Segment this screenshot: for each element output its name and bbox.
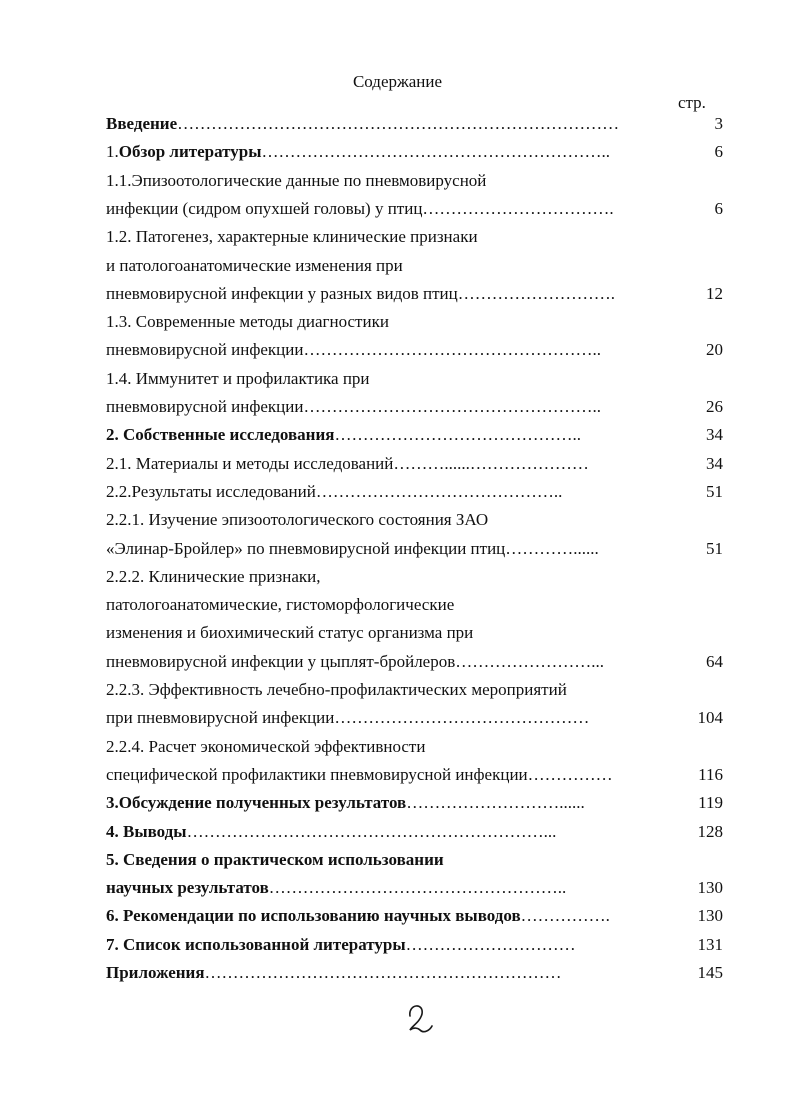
toc-entry-title — [106, 737, 425, 757]
toc-entry-title — [106, 454, 393, 474]
toc-entry-title-part: 2.2.4. Расчет экономической эффективности — [106, 736, 426, 756]
toc-entry-leader-dots: ………......………………… — [393, 453, 589, 473]
toc-entry — [106, 397, 723, 421]
toc-entry-title — [106, 510, 488, 530]
toc-entry-page-number: 116 — [698, 764, 723, 784]
toc-entry-title-part: 2.2.Результаты исследований — [106, 481, 316, 501]
toc-entry — [106, 312, 723, 336]
toc-entry-title-part: научных результатов — [106, 878, 269, 898]
toc-entry — [106, 340, 723, 364]
toc-entry-title-part: патологоанатомические, гистоморфологические — [106, 595, 455, 615]
toc-entry-title-part: инфекции (сидром опухшей головы) у птиц — [106, 198, 423, 218]
toc-entry — [106, 199, 723, 223]
toc-entry-title-part: 1.3. Современные методы диагностики — [106, 312, 389, 332]
toc-entry — [106, 142, 723, 166]
toc-entry — [106, 425, 723, 449]
toc-entry-title — [106, 765, 528, 785]
toc-entry — [106, 708, 723, 732]
toc-entry-title-part: 3. — [106, 793, 119, 813]
toc-entry-page-number: 12 — [706, 283, 723, 303]
toc-entry-title — [106, 793, 406, 813]
toc-entry-leader-dots: …………………………………………….. — [268, 878, 567, 898]
toc-entry-title — [106, 595, 454, 615]
toc-entry-title — [106, 567, 321, 587]
toc-entry-title-part: 2.2.3. Эффективность лечебно-профилактических мероприятий — [106, 680, 567, 699]
toc-entry-page-number: 130 — [697, 906, 723, 926]
toc-entry — [106, 369, 723, 393]
toc-entry-title-part: 4. Выводы — [106, 821, 187, 841]
toc-entry-title-part: специфической профилактики пневмовирусной инфекции — [106, 764, 528, 784]
toc-entry-page-number: 145 — [697, 963, 723, 982]
page-title: Содержание — [352, 72, 443, 91]
toc-entry — [106, 878, 723, 902]
toc-entry-leader-dots: ……………………………………………………… — [204, 963, 562, 982]
toc-entry-leader-dots: ……………………………. — [422, 198, 614, 218]
toc-entry-leader-dots: …………...... — [505, 538, 599, 558]
toc-entry-title-part: Введение — [106, 114, 178, 133]
toc-entry-title — [106, 171, 486, 191]
toc-entry — [106, 680, 723, 704]
toc-entry-page-number: 51 — [706, 481, 723, 501]
toc-entry-page-number: 3 — [714, 114, 723, 133]
toc-entry — [106, 652, 723, 676]
toc-entry-leader-dots: …………………………………………………….. — [261, 142, 611, 162]
toc-entry — [106, 963, 723, 987]
toc-entry-page-number: 6 — [714, 198, 723, 218]
toc-entry — [106, 284, 723, 308]
toc-entry — [106, 793, 723, 817]
toc-entry — [106, 539, 723, 563]
toc-entry — [106, 765, 723, 789]
toc-entry-leader-dots: …………………………………………………………………… — [177, 114, 620, 133]
toc-entry-title-part: 2. Собственные исследования — [106, 425, 335, 445]
toc-entry-title — [106, 623, 473, 643]
toc-entry — [106, 850, 723, 874]
toc-entry-title-part: пневмовирусной инфекции у разных видов птиц — [106, 283, 458, 303]
toc-entry-title — [106, 822, 187, 842]
toc-entry-title — [106, 906, 521, 926]
toc-entry-page-number: 130 — [697, 878, 723, 898]
toc-entry-leader-dots: …………… — [527, 764, 613, 784]
toc-entry-page-number: 26 — [706, 397, 723, 416]
toc-entry-title — [106, 425, 334, 445]
toc-entry-title — [106, 539, 505, 559]
toc-entry-title — [106, 142, 262, 162]
toc-entry-title — [106, 340, 303, 360]
toc-entry-leader-dots: ………………………… — [405, 934, 576, 954]
toc-entry-leader-dots: ………………………………………………………... — [186, 821, 557, 841]
toc-entry — [106, 256, 723, 280]
toc-entry-title-part: пневмовирусной инфекции — [106, 340, 304, 360]
toc-entry-page-number: 64 — [706, 651, 723, 671]
toc-entry-title-part: 6. Рекомендации по использованию научных выводов — [106, 906, 521, 926]
toc-entry-title-part: 1.2. Патогенез, характерные клинические признаки — [106, 227, 478, 247]
toc-entry-title-part: Обзор литературы — [118, 142, 262, 162]
toc-entry-title — [106, 963, 205, 983]
toc-entry-title-part: 1. — [106, 142, 119, 162]
toc-entry-title — [106, 708, 334, 728]
toc-entry-page-number: 119 — [698, 793, 723, 813]
toc-entry-title — [106, 935, 406, 955]
toc-entry-page-number: 128 — [697, 821, 723, 841]
toc-entry — [106, 482, 723, 506]
handwritten-page-number — [398, 1000, 442, 1040]
toc-entry-leader-dots: …………………………………………….. — [303, 397, 601, 416]
toc-entry-title — [106, 369, 370, 389]
toc-entry — [106, 595, 723, 619]
toc-entry — [106, 935, 723, 959]
toc-entry-title-part: «Элинар-Бройлер» по пневмовирусной инфекции птиц — [106, 538, 506, 558]
toc-entry-page-number: 6 — [714, 142, 723, 162]
toc-entry — [106, 567, 723, 591]
toc-entry-title-part: пневмовирусной инфекции у цыплят-бройлеров — [106, 651, 456, 671]
toc-entry-page-number: 20 — [706, 340, 723, 360]
toc-entry-title-part: пневмовирусной инфекции — [106, 397, 304, 416]
toc-entry — [106, 114, 723, 138]
toc-entry-title — [106, 227, 478, 247]
toc-entry-title-part: Приложения — [106, 963, 205, 982]
toc-entry-title-part: 1.1.Эпизоотологические данные по пневмовирусной — [106, 170, 487, 190]
toc-entry-leader-dots: …………………………………….. — [334, 425, 581, 445]
toc-entry-title-part: Обсуждение полученных результатов — [118, 793, 407, 813]
toc-entry-title-part: 5. Сведения о практическом использовании — [106, 849, 444, 869]
toc-entry-title — [106, 397, 303, 417]
page-column-header: стр. — [678, 93, 706, 112]
toc-entry-page-number: 34 — [706, 425, 723, 445]
toc-entry — [106, 737, 723, 761]
toc-entry — [106, 906, 723, 930]
toc-entry — [106, 822, 723, 846]
toc-entry-title — [106, 284, 458, 304]
toc-entry-title-part: 1.4. Иммунитет и профилактика при — [106, 368, 370, 388]
toc-entry-leader-dots: …………………………………………….. — [303, 340, 601, 360]
toc-entry-title — [106, 652, 455, 672]
toc-entry-title — [106, 114, 177, 134]
toc-entry-title — [106, 680, 567, 700]
toc-entry-leader-dots: ………………………...... — [406, 793, 585, 813]
toc-entry — [106, 171, 723, 195]
toc-entry-page-number: 104 — [697, 708, 723, 728]
toc-entry-title — [106, 312, 389, 332]
toc-entry-page-number: 131 — [697, 934, 723, 954]
toc-entry — [106, 510, 723, 534]
toc-entry — [106, 454, 723, 478]
toc-entry-leader-dots: ……………………………………… — [334, 708, 590, 728]
toc-entry — [106, 227, 723, 251]
toc-entry-title — [106, 199, 422, 219]
toc-entry-page-number: 51 — [706, 538, 723, 558]
toc-entry-page-number: 34 — [706, 453, 723, 473]
toc-entry-title-part: 2.2.1. Изучение эпизоотологического состояния ЗАО — [106, 510, 489, 530]
toc-entry-leader-dots: ………………………. — [457, 283, 615, 303]
toc-entry-title-part: при пневмовирусной инфекции — [106, 708, 335, 728]
toc-entry-title — [106, 256, 403, 276]
toc-entry-title-part: 7. Список использованной литературы — [106, 934, 406, 954]
toc-entry-title-part: 2.2.2. Клинические признаки, — [106, 566, 321, 586]
toc-entry-leader-dots: ……………………... — [455, 651, 604, 671]
toc-entry-title-part: 2.1. Материалы и методы исследований — [106, 453, 394, 473]
toc-entry-title — [106, 850, 444, 870]
toc-entry-title-part: и патологоанатомические изменения при — [106, 255, 403, 275]
toc-entry-title — [106, 482, 316, 502]
toc-entry-leader-dots: …………………………………….. — [315, 481, 563, 501]
toc-entry-title — [106, 878, 269, 898]
toc-entry-title-part: изменения и биохимический статус организма при — [106, 623, 474, 643]
toc-entry — [106, 623, 723, 647]
toc-entry-leader-dots: ……………. — [520, 906, 610, 926]
